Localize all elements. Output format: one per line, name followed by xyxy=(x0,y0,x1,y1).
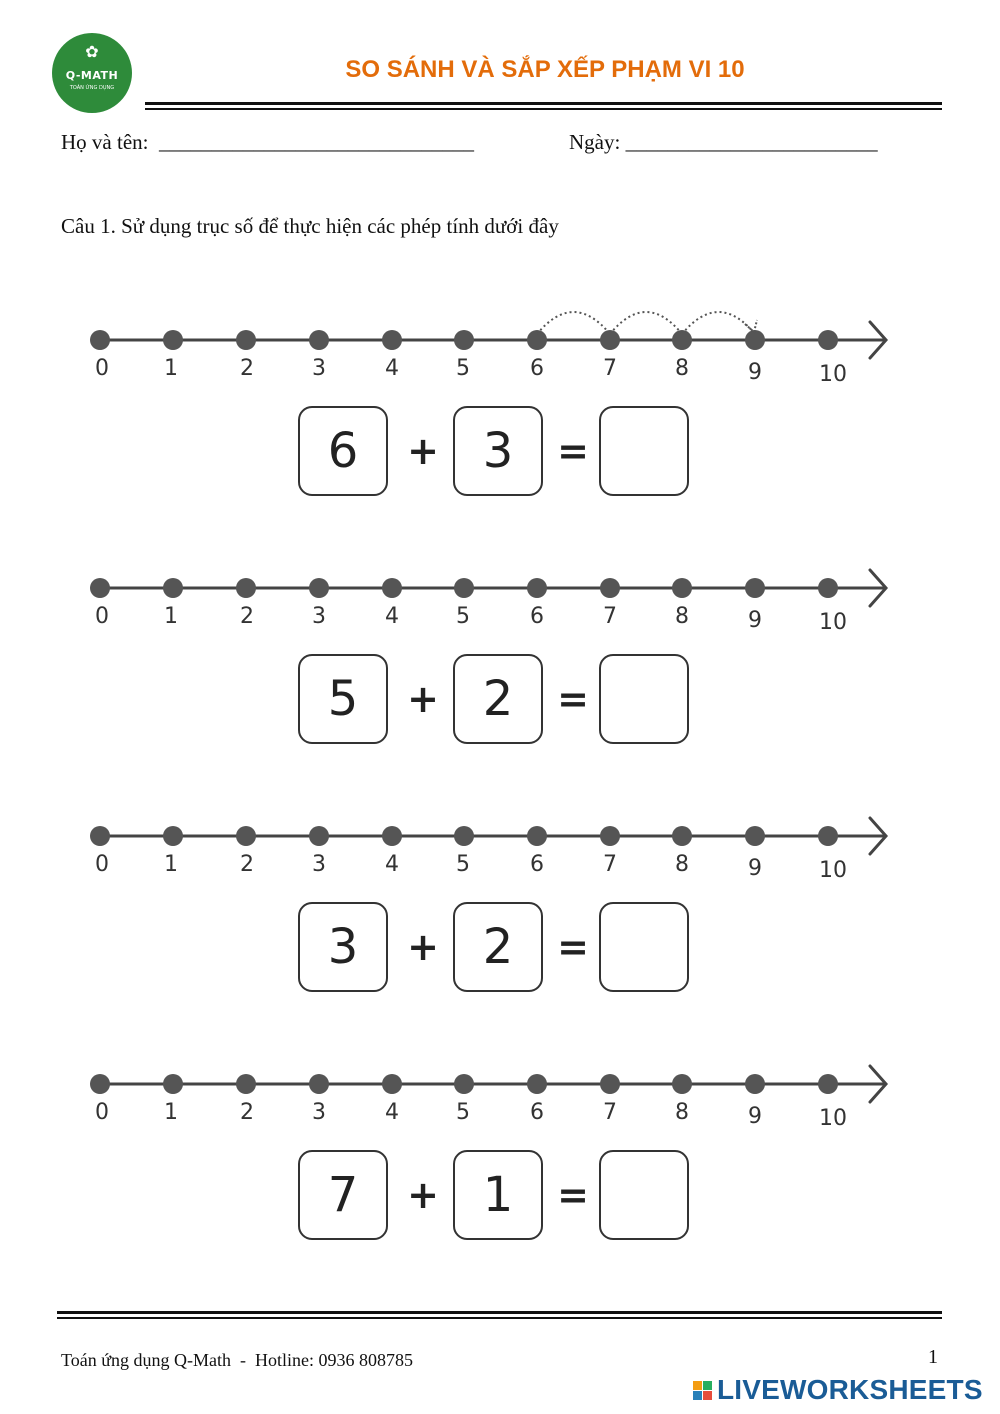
header-rule-top xyxy=(145,102,942,105)
number-line-label: 5 xyxy=(456,604,470,629)
number-line-label: 1 xyxy=(164,1100,178,1125)
footer-rule-bottom xyxy=(57,1317,942,1319)
number-line-label: 8 xyxy=(675,852,689,877)
number-line-point xyxy=(600,1074,620,1094)
number-line-point xyxy=(818,578,838,598)
number-line-label: 4 xyxy=(385,604,399,629)
addend-box: 7 xyxy=(298,1150,388,1240)
number-line-point xyxy=(600,578,620,598)
plus-sign: + xyxy=(407,925,439,969)
answer-box[interactable] xyxy=(599,406,689,496)
number-line xyxy=(85,1054,900,1131)
addend-box: 2 xyxy=(453,902,543,992)
number-line-point xyxy=(454,1074,474,1094)
number-line-label: 1 xyxy=(164,604,178,629)
number-line-point xyxy=(745,330,765,350)
number-line-point xyxy=(382,578,402,598)
equation xyxy=(298,654,690,744)
plus-sign: + xyxy=(407,429,439,473)
number-line-label: 4 xyxy=(385,852,399,877)
question-1: Câu 1. Sử dụng trục số để thực hiện các phép tính dưới đây xyxy=(61,214,559,238)
qmath-logo xyxy=(52,33,132,113)
number-line-graphic xyxy=(85,558,900,598)
number-line-point xyxy=(600,826,620,846)
addend-box: 5 xyxy=(298,654,388,744)
number-line-label: 8 xyxy=(675,604,689,629)
number-line-label: 3 xyxy=(312,604,326,629)
leaf-icon: ✿ xyxy=(85,42,99,61)
number-line-point xyxy=(818,1074,838,1094)
logo-brand: Q-MATH xyxy=(65,69,119,82)
addend-box: 1 xyxy=(453,1150,543,1240)
number-line-point xyxy=(672,578,692,598)
number-line-label: 6 xyxy=(530,1100,544,1125)
logo-tagline: TOÁN ỨNG DỤNG xyxy=(69,85,115,91)
number-line-label: 7 xyxy=(603,356,617,381)
number-line-label: 6 xyxy=(530,852,544,877)
equals-sign: = xyxy=(557,677,589,721)
number-line-label: 5 xyxy=(456,852,470,877)
number-line-label: 7 xyxy=(603,852,617,877)
header-rule-bottom xyxy=(145,108,942,110)
addend-box: 3 xyxy=(453,406,543,496)
number-line-point xyxy=(90,578,110,598)
equation xyxy=(298,902,690,992)
liveworksheets-watermark xyxy=(693,1374,983,1406)
number-line-label: 4 xyxy=(385,356,399,381)
number-line-point xyxy=(309,1074,329,1094)
number-line-point xyxy=(90,1074,110,1094)
hop-arc xyxy=(537,312,610,334)
number-line-label: 6 xyxy=(530,604,544,629)
addend-box: 6 xyxy=(298,406,388,496)
number-line-label: 10 xyxy=(819,610,847,635)
number-line-point xyxy=(163,578,183,598)
worksheet-title: SO SÁNH VÀ SẮP XẾP PHẠM VI 10 xyxy=(345,56,745,83)
number-line-label: 8 xyxy=(675,356,689,381)
number-line-point xyxy=(745,578,765,598)
number-line-point xyxy=(382,1074,402,1094)
equals-sign: = xyxy=(557,1173,589,1217)
number-line-label: 7 xyxy=(603,1100,617,1125)
number-line-label: 1 xyxy=(164,356,178,381)
number-line-label: 0 xyxy=(95,604,109,629)
equation xyxy=(298,1150,690,1240)
number-line-point xyxy=(818,330,838,350)
number-line-point xyxy=(90,826,110,846)
plus-sign: + xyxy=(407,1173,439,1217)
number-line-point xyxy=(236,1074,256,1094)
number-line-label: 9 xyxy=(748,360,762,385)
number-line-label: 2 xyxy=(240,1100,254,1125)
number-line-label: 10 xyxy=(819,1106,847,1131)
equals-sign: = xyxy=(557,925,589,969)
number-line-point xyxy=(818,826,838,846)
number-line-point xyxy=(309,578,329,598)
number-line-label: 3 xyxy=(312,356,326,381)
equation xyxy=(298,406,690,496)
equals-sign: = xyxy=(557,429,589,473)
number-line-point xyxy=(382,330,402,350)
addend-box: 3 xyxy=(298,902,388,992)
number-line-label: 7 xyxy=(603,604,617,629)
number-line-label: 4 xyxy=(385,1100,399,1125)
date-field[interactable]: Ngày: ________________________ xyxy=(569,130,878,154)
number-line-label: 9 xyxy=(748,1104,762,1129)
page-number: 1 xyxy=(928,1346,938,1368)
liveworksheets-text: LIVEWORKSHEETS xyxy=(717,1374,983,1405)
number-line-point xyxy=(745,826,765,846)
number-line-label: 6 xyxy=(530,356,544,381)
number-line-label: 9 xyxy=(748,856,762,881)
number-line-point xyxy=(90,330,110,350)
number-line-label: 2 xyxy=(240,356,254,381)
number-line-label: 10 xyxy=(819,362,847,387)
answer-box[interactable] xyxy=(599,902,689,992)
number-line-label: 3 xyxy=(312,1100,326,1125)
number-line-label: 1 xyxy=(164,852,178,877)
number-line-graphic xyxy=(85,310,900,350)
number-line xyxy=(85,558,900,635)
number-line xyxy=(85,806,900,883)
number-line-point xyxy=(236,330,256,350)
number-line-label: 5 xyxy=(456,356,470,381)
number-line-label: 3 xyxy=(312,852,326,877)
number-line-point xyxy=(527,826,547,846)
addend-box: 2 xyxy=(453,654,543,744)
number-line-point xyxy=(382,826,402,846)
footer-rule-top xyxy=(57,1311,942,1314)
number-line xyxy=(85,310,900,387)
number-line-label: 5 xyxy=(456,1100,470,1125)
number-line-point xyxy=(454,330,474,350)
answer-box[interactable] xyxy=(599,1150,689,1240)
number-line-label: 10 xyxy=(819,858,847,883)
number-line-point xyxy=(745,1074,765,1094)
number-line-point xyxy=(454,826,474,846)
number-line-graphic xyxy=(85,1054,900,1094)
number-line-label: 2 xyxy=(240,852,254,877)
number-line-point xyxy=(672,1074,692,1094)
number-line-label: 8 xyxy=(675,1100,689,1125)
number-line-point xyxy=(163,330,183,350)
name-field[interactable]: Họ và tên: ______________________________ xyxy=(61,130,474,154)
hop-arc xyxy=(610,312,682,334)
number-line-point xyxy=(309,330,329,350)
footer-text: Toán ứng dụng Q-Math - Hotline: 0936 808785 xyxy=(61,1350,413,1370)
number-line-point xyxy=(527,578,547,598)
number-line-label: 2 xyxy=(240,604,254,629)
number-line-point xyxy=(454,578,474,598)
plus-sign: + xyxy=(407,677,439,721)
number-line-label: 9 xyxy=(748,608,762,633)
number-line-point xyxy=(236,826,256,846)
number-line-point xyxy=(236,578,256,598)
number-line-label: 0 xyxy=(95,1100,109,1125)
number-line-point xyxy=(527,1074,547,1094)
hop-arc xyxy=(682,312,755,334)
number-line-point xyxy=(309,826,329,846)
number-line-label: 0 xyxy=(95,852,109,877)
answer-box[interactable] xyxy=(599,654,689,744)
number-line-label: 0 xyxy=(95,356,109,381)
number-line-point xyxy=(672,826,692,846)
liveworksheets-icon xyxy=(693,1381,713,1401)
number-line-point xyxy=(163,1074,183,1094)
number-line-graphic xyxy=(85,806,900,846)
number-line-point xyxy=(163,826,183,846)
